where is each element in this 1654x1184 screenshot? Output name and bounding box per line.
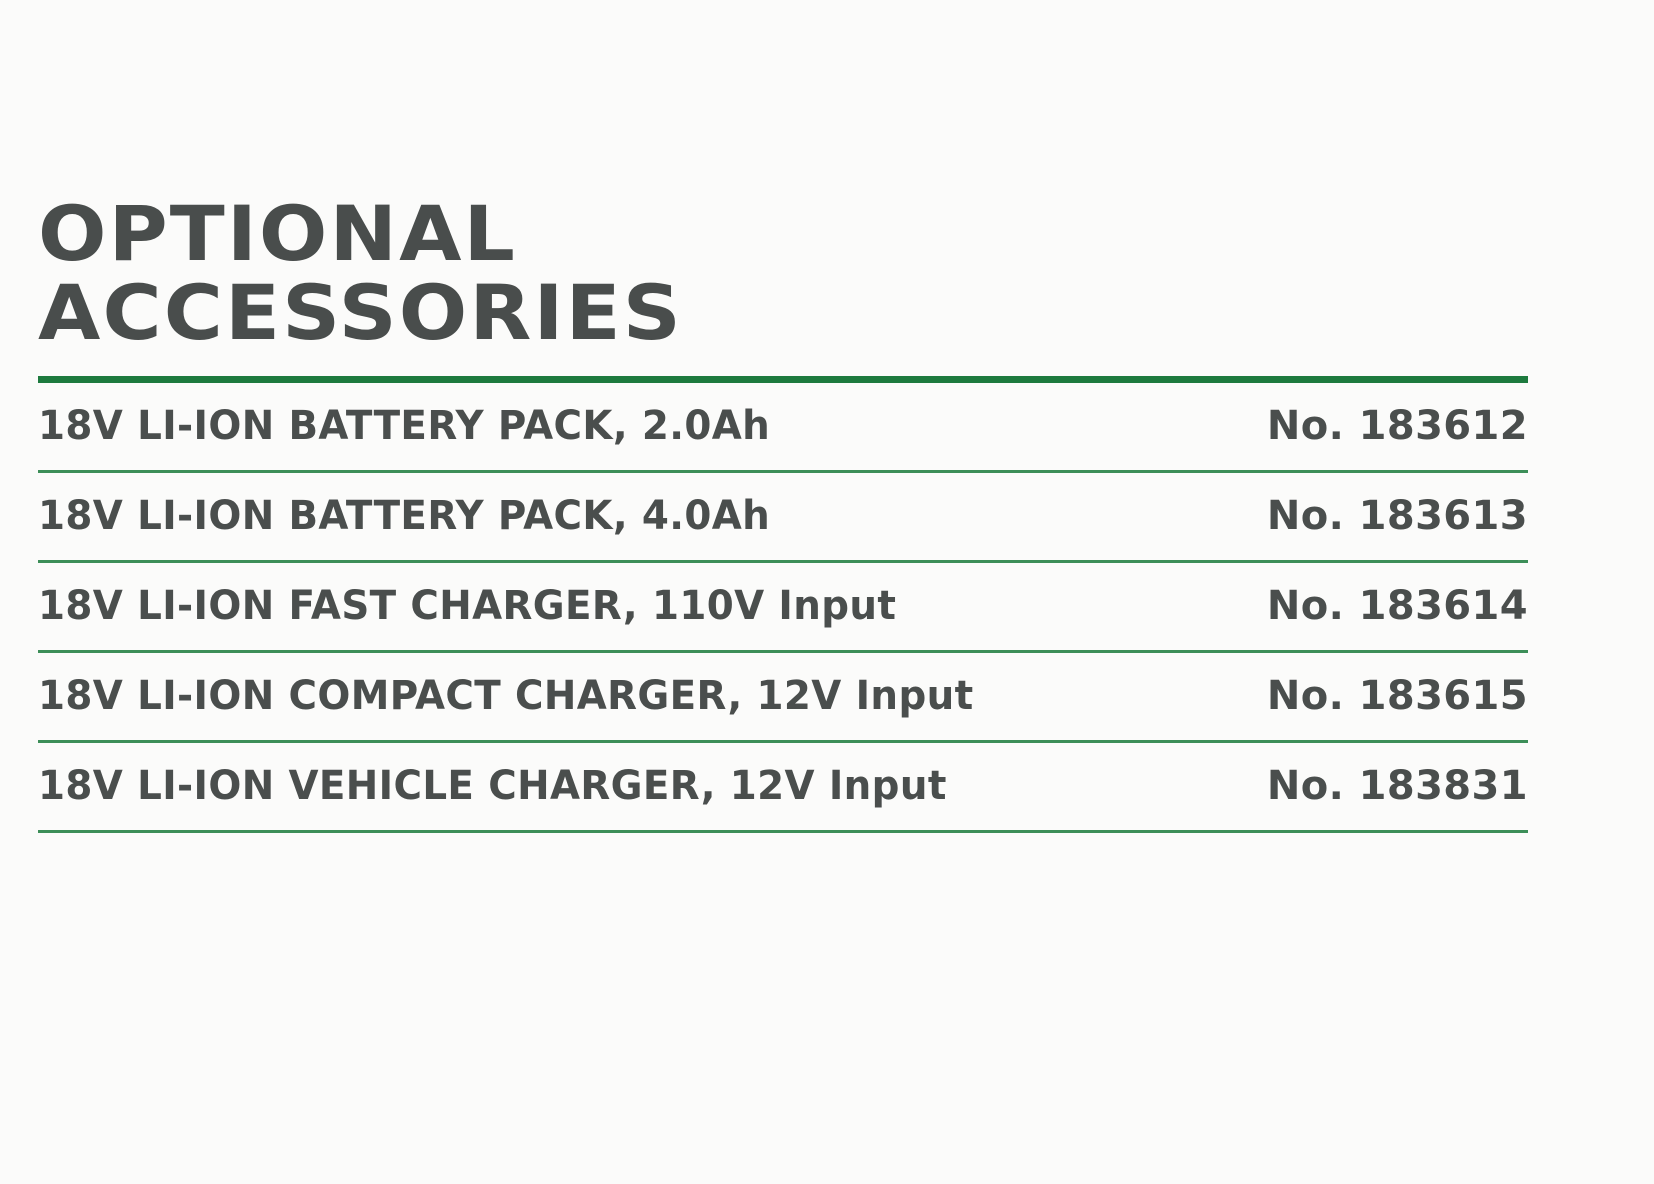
accessory-description-cell xyxy=(38,471,1198,561)
table-row xyxy=(38,651,1528,741)
content-area xyxy=(38,189,1528,833)
accessory-description-cell xyxy=(38,561,1198,651)
accessory-part-cell xyxy=(1198,471,1528,561)
accessory-description-cell xyxy=(38,651,1198,741)
accessory-part-number: No. 183831 xyxy=(1266,763,1528,810)
accessory-description: 18V LI-ION BATTERY PACK, 4.0Ah xyxy=(38,493,771,540)
accessory-description: 18V LI-ION COMPACT CHARGER, 12V Input xyxy=(38,673,974,720)
accessory-description-cell xyxy=(38,383,1198,472)
accessory-part-number: No. 183614 xyxy=(1266,583,1528,630)
accessory-part-number: No. 183613 xyxy=(1266,493,1528,540)
accessory-part-cell xyxy=(1198,561,1528,651)
table-row xyxy=(38,383,1528,472)
table-row xyxy=(38,561,1528,651)
accessory-part-cell xyxy=(1198,383,1528,472)
accessory-description: 18V LI-ION BATTERY PACK, 2.0Ah xyxy=(38,403,771,450)
page-title-line-2: ACCESSORIES xyxy=(38,267,683,357)
accessory-part-cell xyxy=(1198,651,1528,741)
page-title-line-1: OPTIONAL xyxy=(38,189,518,278)
table-row xyxy=(38,471,1528,561)
accessory-description-cell xyxy=(38,741,1198,831)
page-title xyxy=(38,189,1528,357)
accessory-description: 18V LI-ION VEHICLE CHARGER, 12V Input xyxy=(38,763,947,810)
accessory-part-cell xyxy=(1198,741,1528,831)
table-row xyxy=(38,741,1528,831)
title-divider xyxy=(38,376,1528,383)
accessory-part-number: No. 183612 xyxy=(1266,403,1528,450)
accessory-part-number: No. 183615 xyxy=(1266,673,1528,720)
accessory-description: 18V LI-ION FAST CHARGER, 110V Input xyxy=(38,583,897,630)
accessories-table xyxy=(38,383,1528,833)
